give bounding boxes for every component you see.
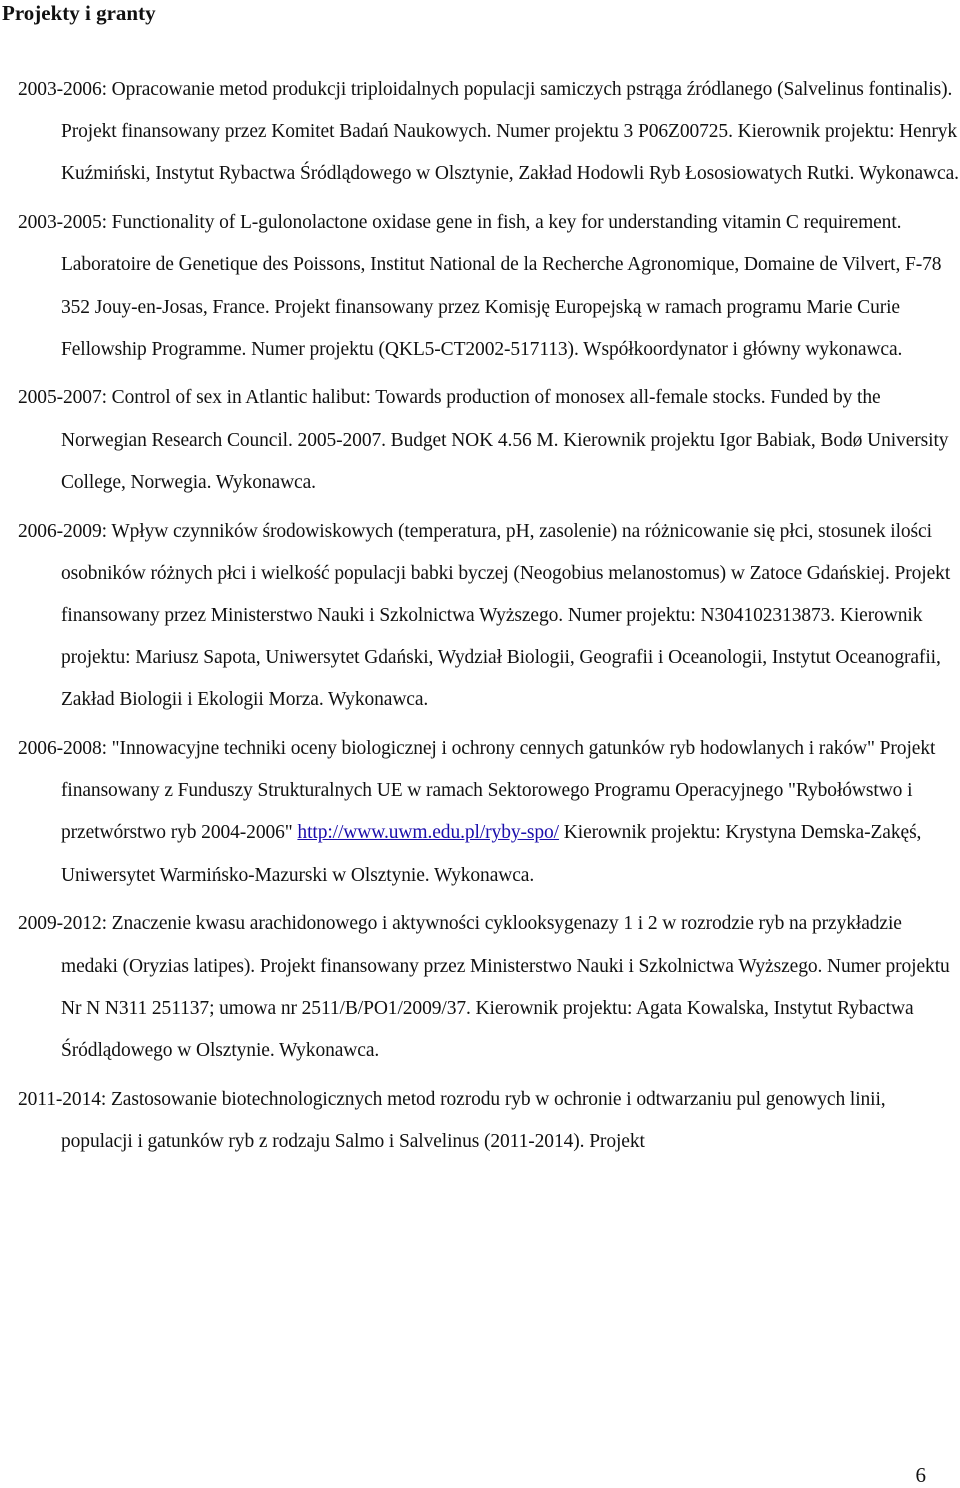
project-entry-2006-2009: 2006-2009: Wpływ czynników środowiskowych (temperatura, pH, zasolenie) na różnicowanie się płci, stosunek ilości osobników różnych płci i wielkość populacji babki byczej (Neogobius melanostomus) w Zatoce Gdańskiej. Projekt finansowany przez Ministerstwo Nauki i Szkolnictwa Wyższego. Numer projektu: N304102313873. Kierownik projektu: Mariusz Sapota, Uniwersytet Gdański, Wydział Biologii, Geografii i Oceanologii, Instytut Oceanografii, Zakład Biologii i Ekologii Morza. Wykonawca.	[18, 520, 951, 711]
project-entry-2011-2014: 2011-2014: Zastosowanie biotechnologicznych metod rozrodu ryb w ochronie i odtwarzaniu pul genowych linii, populacji i gatunków ryb z rodzaju Salmo i Salvelinus (2011-2014). Projekt	[18, 1088, 886, 1152]
project-entry-2009-2012: 2009-2012: Znaczenie kwasu arachidonowego i aktywności cyklooksygenazy 1 i 2 w rozrodzie ryb na przykładzie medaki (Oryzias latipes). Projekt finansowany przez Ministerstwo Nauki i Szkolnictwa Wyższego. Numer projektu Nr N N311 251137; umowa nr 2511/B/PO1/2009/37. Kierownik projektu: Agata Kowalska, Instytut Rybactwa Śródlądowego w Olsztynie. Wykonawca.	[18, 913, 950, 1061]
project-entry-2006-2008	[18, 728, 960, 897]
project-list	[18, 69, 960, 1163]
project-entry-2003-2005: 2003-2005: Functionality of L-gulonolactone oxidase gene in fish, a key for understanding vitamin C requirement. Laboratoire de Genetique des Poissons, Institut National de la Recherche Agronomique, Domaine de Vilvert, F-78 352 Jouy-en-Josas, France. Projekt finansowany przez Komisję Europejską w ramach programu Marie Curie Fellowship Programme. Numer projektu (QKL5-CT2002-517113). Współkoordynator i główny wykonawca.	[18, 212, 942, 360]
page-title: Projekty i granty	[2, 1, 156, 25]
project-entry-text-before-link: 2006-2008: "Innowacyjne techniki oceny biologicznej i ochrony cennych gatunków ryb hodowlanych i raków" Projekt finansowany z Funduszy Strukturalnych UE w ramach Sektorowego Programu Operacyjnego "Rybołówstwo i przetwórstwo ryb 2004-2006"	[18, 738, 936, 844]
page-number: 6	[915, 1463, 926, 1487]
project-website-link[interactable]: http://www.uwm.edu.pl/ryby-spo/	[297, 822, 560, 844]
project-entry-2003-2006: 2003-2006: Opracowanie metod produkcji triploidalnych populacji samiczych pstrąga źródlanego (Salvelinus fontinalis). Projekt finansowany przez Komitet Badań Naukowych. Numer projektu 3 P06Z00725. Kierownik projektu: Henryk Kuźmiński, Instytut Rybactwa Śródlądowego w Olsztynie, Zakład Hodowli Ryb Łososiowatych Rutki. Wykonawca.	[18, 79, 959, 185]
project-entry-2005-2007: 2005-2007: Control of sex in Atlantic halibut: Towards production of monosex all-female stocks. Funded by the Norwegian Research Council. 2005-2007. Budget NOK 4.56 M. Kierownik projektu Igor Babiak, Bodø University College, Norwegia. Wykonawca.	[18, 387, 949, 493]
project-entry-text-after-link: Kierownik projektu: Krystyna Demska-Zakęś, Uniwersytet Warmińsko-Mazurski w Olsztynie. Wykonawca.	[61, 822, 922, 886]
